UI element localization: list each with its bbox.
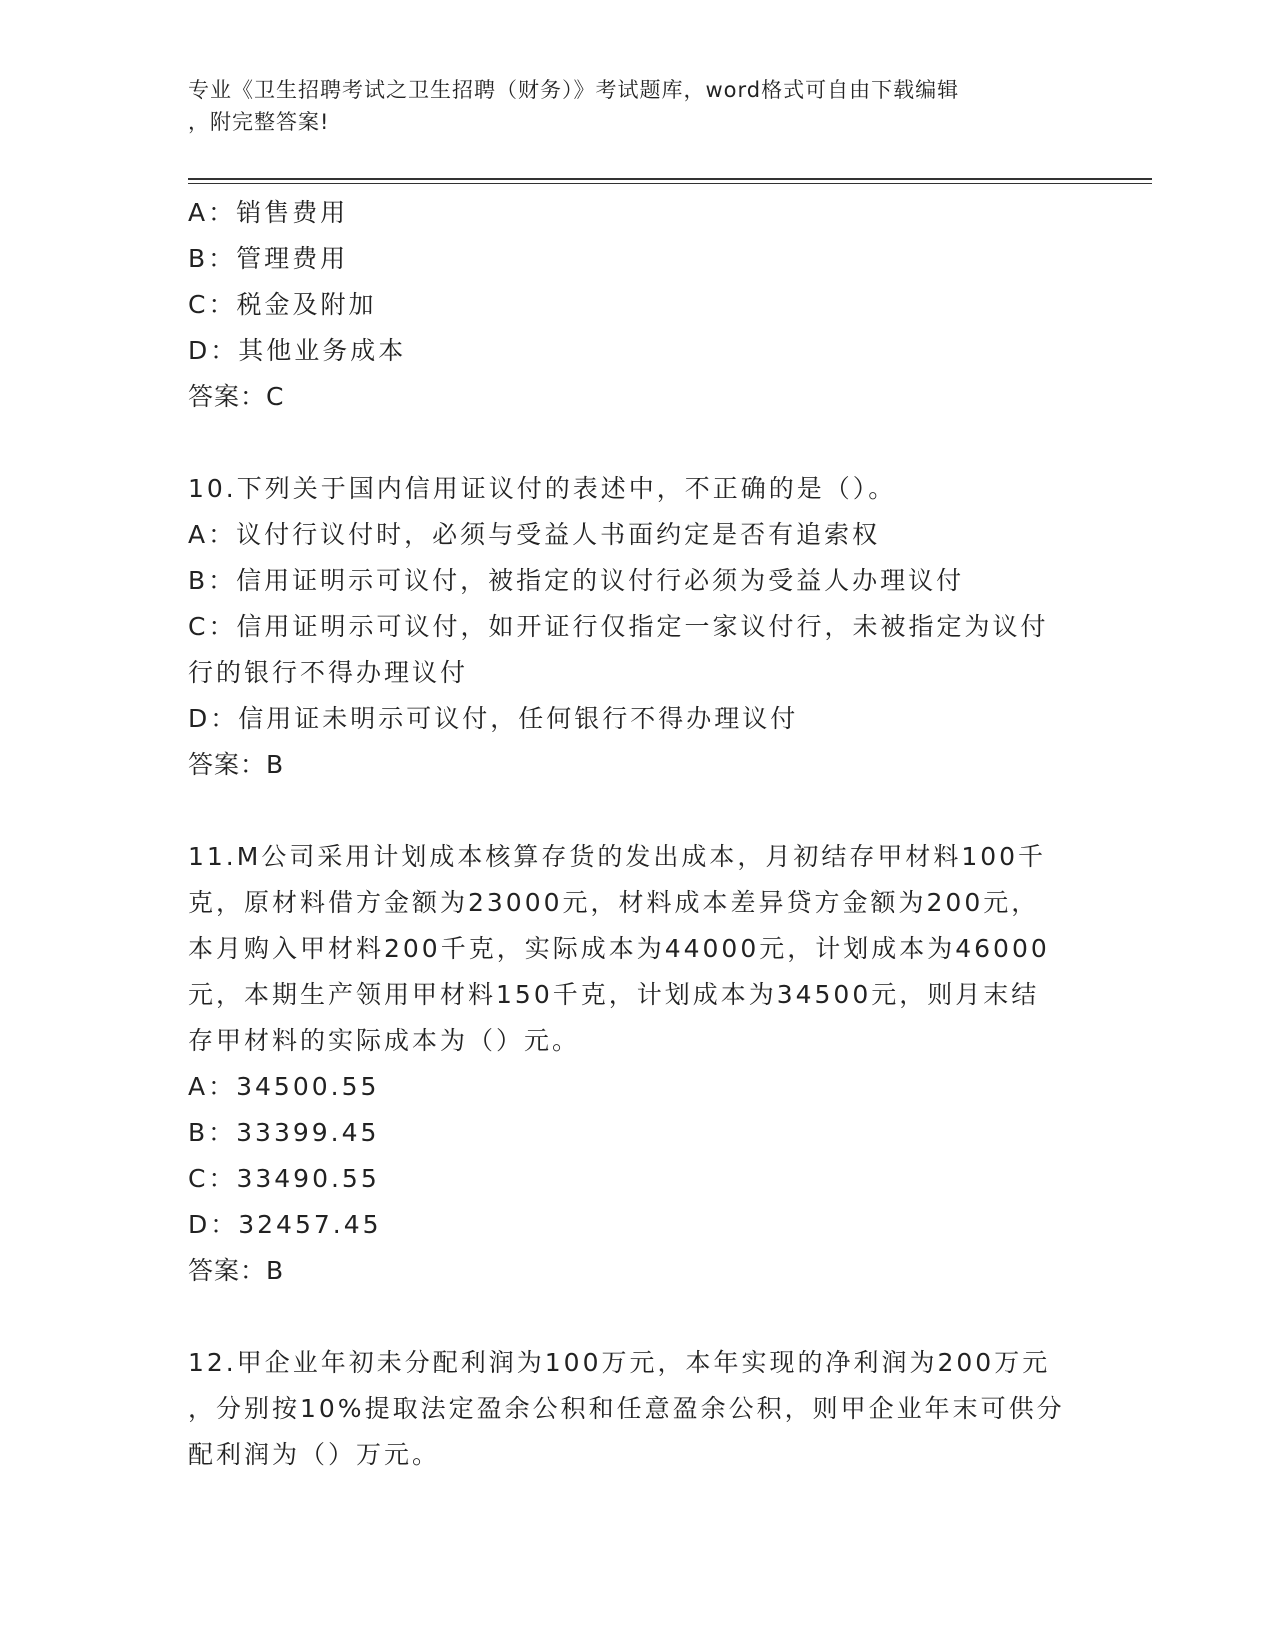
option-c: C：33490.55 xyxy=(188,1164,380,1193)
option-a: A：销售费用 xyxy=(188,198,349,227)
answer: 答案：C xyxy=(188,382,285,411)
question-12 xyxy=(188,1340,1088,1478)
spacer xyxy=(188,1294,1088,1340)
option-b: B：管理费用 xyxy=(188,244,349,273)
option-a: A：议付行议付时，必须与受益人书面约定是否有追索权 xyxy=(188,520,881,549)
option-d: D：32457.45 xyxy=(188,1210,382,1239)
question-stem-line: 配利润为（）万元。 xyxy=(188,1440,441,1469)
option-b: B：信用证明示可议付，被指定的议付行必须为受益人办理议付 xyxy=(188,566,965,595)
option-d: D：其他业务成本 xyxy=(188,336,407,365)
spacer xyxy=(188,788,1088,834)
question-stem: 10.下列关于国内信用证议付的表述中，不正确的是（）。 xyxy=(188,474,897,503)
spacer xyxy=(188,420,1088,466)
option-b: B：33399.45 xyxy=(188,1118,380,1147)
question-stem-line: 克，原材料借方金额为23000元，材料成本差异贷方金额为200元， xyxy=(188,888,1040,917)
question-stem-line: 元，本期生产领用甲材料150千克，计划成本为34500元，则月末结 xyxy=(188,980,1040,1009)
question-11 xyxy=(188,834,1088,1294)
question-stem-line: ，分别按10%提取法定盈余公积和任意盈余公积，则甲企业年末可供分 xyxy=(188,1394,1065,1423)
question-stem-line: 本月购入甲材料200千克，实际成本为44000元，计划成本为46000 xyxy=(188,934,1050,963)
header-divider-thick xyxy=(188,178,1152,180)
question-stem-line: 12.甲企业年初未分配利润为100万元，本年实现的净利润为200万元 xyxy=(188,1348,1051,1377)
header-divider-thin xyxy=(188,183,1152,184)
answer: 答案：B xyxy=(188,1256,285,1285)
option-c: C：信用证明示可议付，如开证行仅指定一家议付行，未被指定为议付 xyxy=(188,612,1049,641)
question-stem-line: 存甲材料的实际成本为（）元。 xyxy=(188,1026,581,1055)
header-line-2: ，附完整答案! xyxy=(188,110,330,134)
question-10 xyxy=(188,466,1088,788)
question-list xyxy=(188,190,1088,1478)
answer: 答案：B xyxy=(188,750,285,779)
option-a: A：34500.55 xyxy=(188,1072,380,1101)
option-c: C：税金及附加 xyxy=(188,290,377,319)
question-9 xyxy=(188,190,1088,420)
header-line-1: 专业《卫生招聘考试之卫生招聘（财务）》考试题库，word格式可自由下载编辑 xyxy=(188,78,960,102)
document-header xyxy=(188,74,1088,138)
option-d: D：信用证未明示可议付，任何银行不得办理议付 xyxy=(188,704,799,733)
option-c-continued: 行的银行不得办理议付 xyxy=(188,658,469,687)
question-stem-line: 11.M公司采用计划成本核算存货的发出成本，月初结存甲材料100千 xyxy=(188,842,1047,871)
